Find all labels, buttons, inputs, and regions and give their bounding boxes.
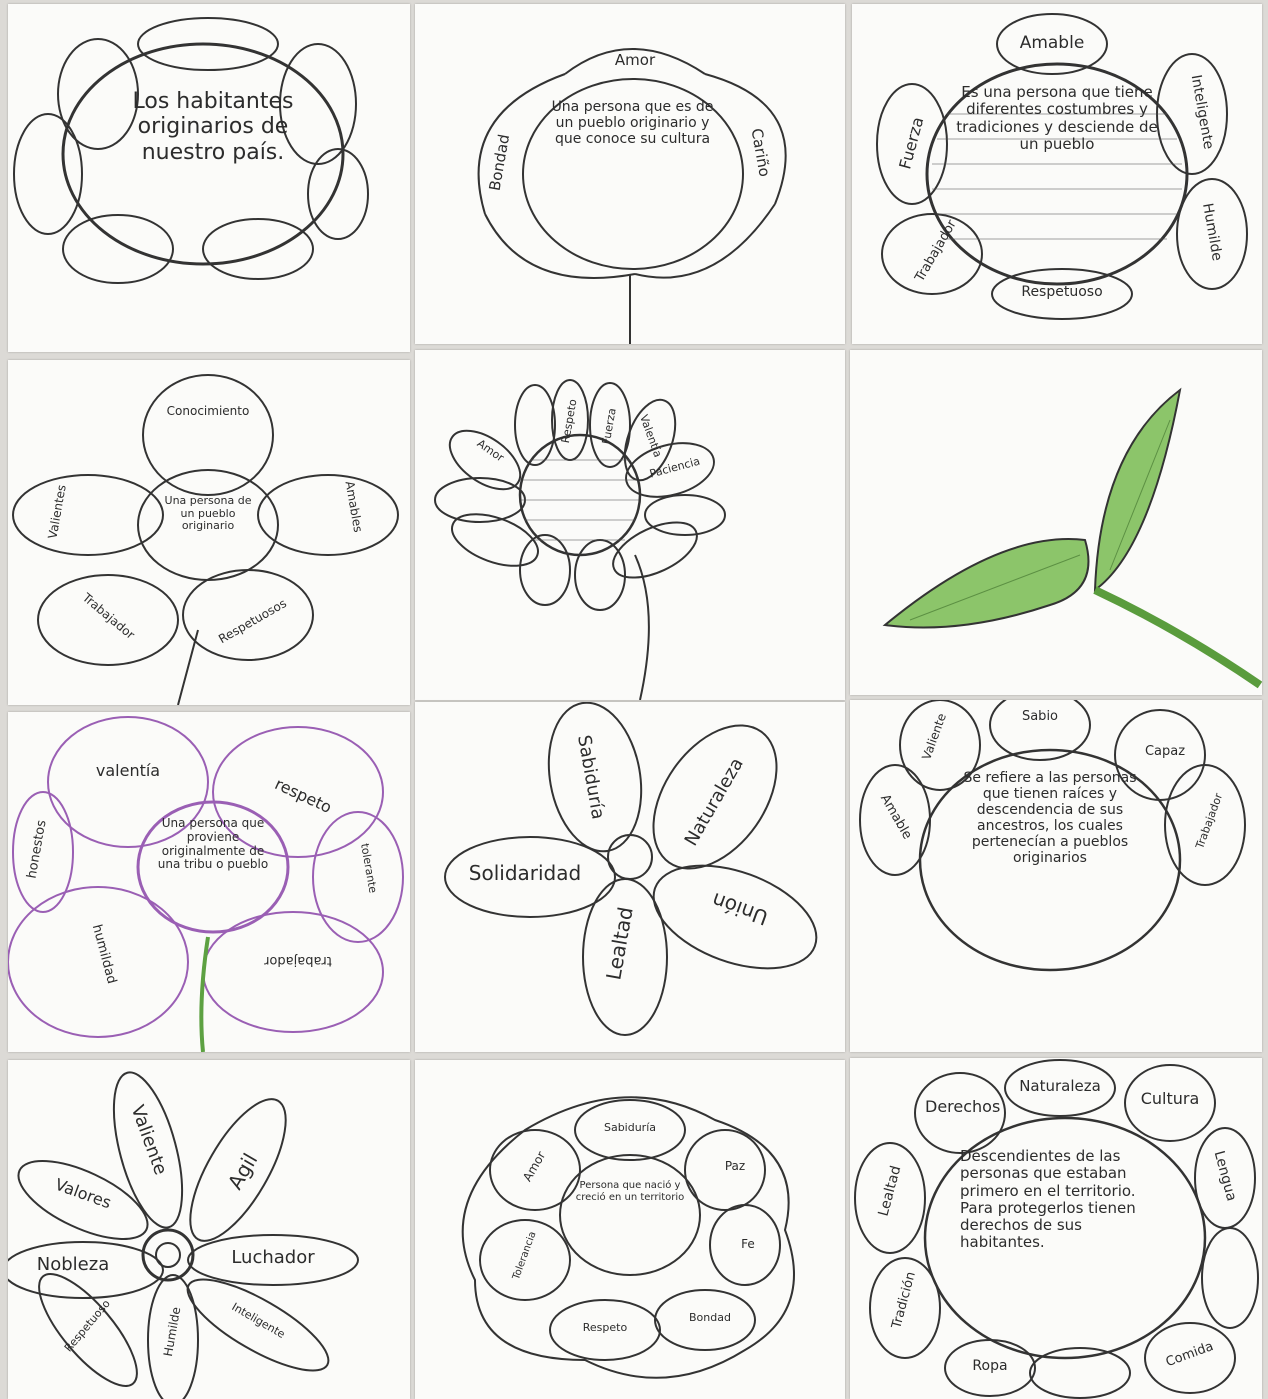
petal-1: Valiente bbox=[126, 1102, 172, 1178]
petal-2: Agil bbox=[222, 1149, 263, 1194]
center-text: Una persona de un pueblo originario bbox=[164, 494, 252, 533]
petal-right: Inteligente bbox=[1187, 73, 1217, 151]
petal-left: Fuerza bbox=[895, 114, 928, 172]
petal-left: Valientes bbox=[45, 483, 69, 540]
petal-2: respeto bbox=[271, 774, 335, 817]
petal-bottom-left: Trabajador bbox=[79, 590, 138, 642]
petal-1: Sabio bbox=[1021, 709, 1059, 724]
petal-5: Respeto bbox=[582, 1321, 628, 1334]
petal-4: Lealtad bbox=[875, 1164, 905, 1219]
petal-5: Trabajador bbox=[1193, 791, 1226, 851]
center-text: Se refiere a las personas que tienen raíces y descendencia de sus ancestros, los cuales pertenecían a pueblos originarios bbox=[963, 770, 1137, 867]
petal-3: Fe bbox=[741, 1237, 755, 1251]
petal-top: Sabiduría bbox=[573, 733, 609, 821]
petal-left: Solidaridad bbox=[468, 861, 582, 885]
petal-3: Capaz bbox=[1144, 744, 1186, 759]
petal-top: Conocimiento bbox=[166, 404, 250, 418]
petal-3: Cultura bbox=[1140, 1089, 1200, 1108]
petal-bottom: Respetuoso bbox=[1021, 284, 1103, 300]
flower-drawing bbox=[8, 4, 410, 352]
petal-bottom-right: Respetuosos bbox=[216, 596, 289, 647]
flower-card-12 bbox=[850, 1058, 1262, 1399]
petal-6: Inteligente bbox=[229, 1300, 288, 1342]
petal-6: Lengua bbox=[1210, 1149, 1240, 1203]
flower-card-5 bbox=[415, 350, 845, 700]
center-text: Una persona que es de un pueblo originario y que conoce su cultura bbox=[551, 99, 714, 148]
petal-right: Naturaleza bbox=[680, 754, 748, 850]
flower-card-2 bbox=[415, 4, 845, 344]
flower-card-8 bbox=[415, 702, 845, 1052]
petal-1: valentía bbox=[95, 761, 161, 780]
petal-right: Amables bbox=[342, 479, 366, 534]
petal-5: Tradición bbox=[889, 1270, 919, 1331]
petal-4: Bondad bbox=[689, 1311, 731, 1324]
center-text: Es una persona que tiene diferentes costumbres y tradiciones y desciende de un pueblo bbox=[956, 83, 1158, 153]
petal-3: Fuerza bbox=[599, 407, 619, 446]
petal-bottom-right: Unión bbox=[708, 887, 772, 931]
petal-4: Valentía bbox=[637, 412, 665, 460]
flower-card-10 bbox=[8, 1060, 410, 1399]
petal-bottom: Lealtad bbox=[601, 905, 638, 982]
petal-4: humildad bbox=[88, 922, 120, 986]
flower-card-4 bbox=[8, 360, 410, 705]
petal-2: Respeto bbox=[558, 398, 580, 445]
petal-5: Paciencia bbox=[648, 454, 702, 481]
petal-4: Nobleza bbox=[36, 1254, 110, 1275]
flower-drawing bbox=[850, 700, 1262, 1052]
petal-6: Tolerancia bbox=[510, 1230, 539, 1282]
petal-1: Derechos bbox=[925, 1097, 1001, 1116]
center-text: Descendientes de las personas que estaban primero en el territorio. Para protegerlos tienen derechos de sus habitantes. bbox=[960, 1147, 1136, 1252]
petal-right: Cariño bbox=[747, 126, 774, 179]
center-text: Una persona que proviene originalmente de una tribu o pueblo bbox=[157, 816, 269, 872]
petal-left-2: Trabajador bbox=[912, 217, 960, 285]
petal-left: Bondad bbox=[485, 132, 514, 193]
petal-4: Amable bbox=[876, 791, 915, 843]
petal-8: Respetuoso bbox=[61, 1297, 113, 1355]
flower-card-7 bbox=[8, 712, 410, 1052]
petal-top: Amable bbox=[1019, 33, 1085, 53]
petal-7: Ropa bbox=[972, 1358, 1008, 1374]
petal-3: Luchador bbox=[231, 1247, 315, 1268]
flower-card-3 bbox=[852, 4, 1262, 344]
petal-2: Naturaleza bbox=[1019, 1077, 1101, 1095]
petal-1: Amor bbox=[474, 436, 507, 465]
center-text: Los habitantes originarios de nuestro país. bbox=[132, 89, 294, 165]
flower-card-9 bbox=[850, 700, 1262, 1052]
center-text: Persona que nació y creció en un territorio bbox=[575, 1180, 685, 1203]
flower-drawing bbox=[8, 712, 410, 1052]
petal-8: Comida bbox=[1163, 1339, 1216, 1371]
petal-top: Sabiduría bbox=[603, 1121, 657, 1134]
petal-top: Amor bbox=[614, 51, 656, 69]
petal-6: tolerante bbox=[358, 842, 380, 895]
petal-3: honestos bbox=[24, 818, 50, 880]
petal-7: Humilde bbox=[160, 1305, 184, 1358]
flower-drawing bbox=[415, 350, 845, 700]
flower-card-1 bbox=[8, 4, 410, 352]
flower-drawing bbox=[415, 1060, 845, 1399]
petal-1: Amor bbox=[520, 1149, 549, 1184]
petal-right-2: Humilde bbox=[1199, 201, 1225, 263]
petal-2: Valiente bbox=[919, 711, 950, 762]
leaf-drawing bbox=[850, 350, 1262, 695]
leaf-card bbox=[850, 350, 1262, 695]
flower-card-11 bbox=[415, 1060, 845, 1399]
petal-2: Paz bbox=[724, 1159, 746, 1173]
petal-5: trabajador bbox=[264, 952, 332, 968]
petal-5: Valores bbox=[52, 1174, 114, 1213]
